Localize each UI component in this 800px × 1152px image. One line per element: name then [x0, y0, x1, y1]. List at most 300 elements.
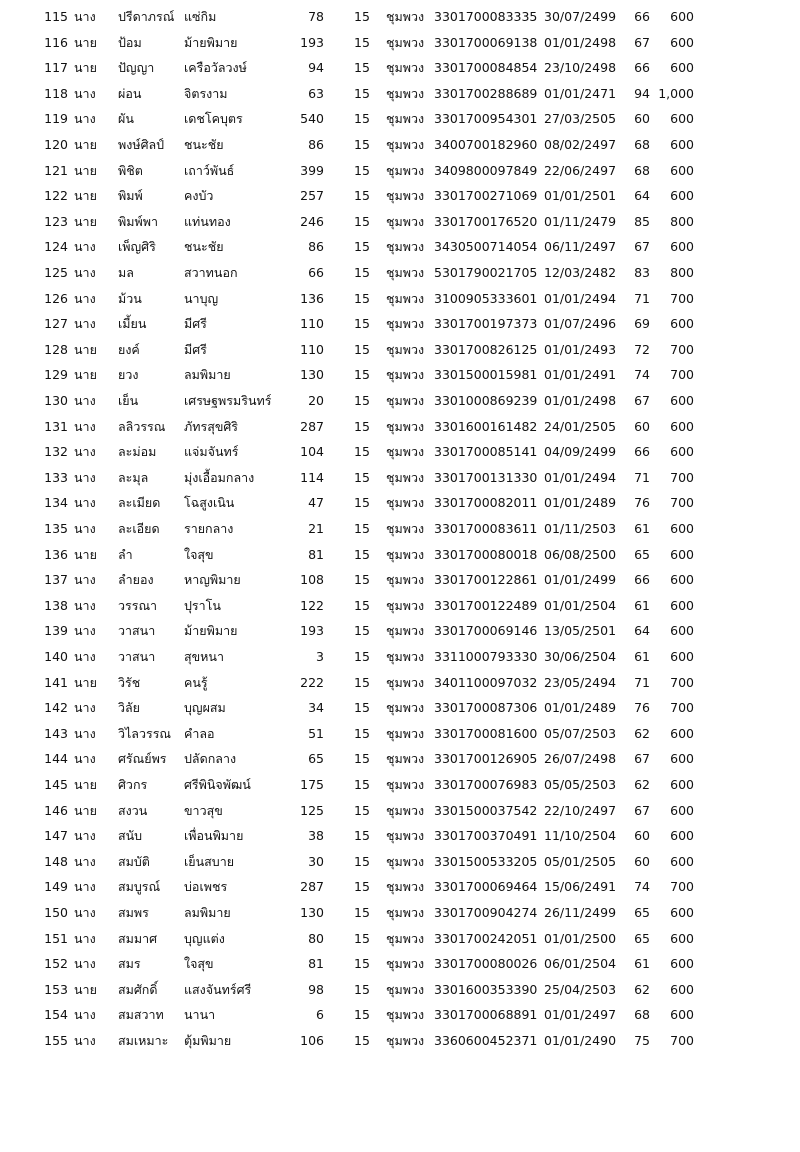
- village-name: ชุมพวง: [386, 137, 425, 152]
- table-row: [0, 287, 800, 313]
- allowance-amount: 600: [670, 751, 694, 767]
- allowance-amount: 600: [670, 444, 694, 460]
- house-number: 136: [300, 290, 324, 306]
- row-number: 146: [44, 802, 68, 818]
- name-title: นาง: [74, 853, 96, 869]
- allowance-amount: 600: [670, 905, 694, 920]
- row-number: 132: [44, 444, 68, 460]
- last-name: ตุ้มพิมาย: [184, 1033, 232, 1048]
- citizen-id: 3430500714054: [434, 239, 538, 255]
- village-number: 15: [354, 905, 370, 920]
- row-number: 129: [44, 367, 68, 383]
- birth-date: 04/09/2499: [544, 444, 617, 460]
- last-name: ชนะชัย: [184, 239, 224, 255]
- age: 60: [634, 828, 650, 844]
- last-name: สวาทนอก: [184, 265, 238, 280]
- age: 62: [634, 981, 650, 997]
- citizen-id: 3301700288689: [434, 85, 538, 101]
- name-title: นาง: [74, 623, 96, 639]
- allowance-amount: 600: [670, 777, 694, 792]
- last-name: แซ่กิม: [184, 9, 217, 24]
- village-name: ชุมพวง: [386, 34, 425, 50]
- first-name: สมบัติ: [118, 853, 150, 869]
- first-name: เพ็ญศิริ: [118, 239, 156, 255]
- row-number: 119: [44, 111, 68, 127]
- table-row: [0, 415, 800, 441]
- age: 94: [634, 85, 650, 101]
- row-number: 128: [44, 341, 68, 357]
- first-name: วรรณา: [118, 597, 158, 613]
- age: 71: [634, 674, 650, 690]
- citizen-id: 3360600452371: [434, 1033, 538, 1048]
- first-name: สมสวาท: [118, 1007, 164, 1023]
- birth-date: 23/05/2494: [544, 674, 617, 690]
- village-name: ชุมพวง: [386, 393, 425, 408]
- village-number: 15: [354, 572, 370, 588]
- row-number: 118: [44, 85, 68, 101]
- allowance-amount: 600: [670, 111, 694, 127]
- first-name: วิลัย: [118, 700, 141, 716]
- birth-date: 05/01/2505: [544, 853, 617, 869]
- row-number: 138: [44, 597, 68, 613]
- age: 65: [634, 930, 650, 946]
- citizen-id: 3301700068891: [434, 1007, 538, 1023]
- row-number: 152: [44, 956, 68, 972]
- first-name: ลลิวรรณ: [118, 418, 166, 434]
- village-number: 15: [354, 9, 370, 24]
- name-title: นาง: [74, 930, 96, 946]
- birth-date: 06/08/2500: [544, 546, 617, 562]
- first-name: ลำยอง: [118, 572, 154, 588]
- birth-date: 01/01/2471: [544, 85, 617, 101]
- row-number: 145: [44, 777, 68, 792]
- village-name: ชุมพวง: [386, 367, 425, 383]
- village-name: ชุมพวง: [386, 60, 425, 76]
- table-row: [0, 645, 800, 671]
- last-name: เถาว์พันธ์: [184, 162, 235, 178]
- name-title: นาง: [74, 418, 96, 434]
- name-title: นาง: [74, 879, 96, 895]
- table-row: [0, 671, 800, 697]
- house-number: 86: [308, 239, 324, 255]
- village-name: ชุมพวง: [386, 290, 425, 306]
- village-number: 15: [354, 85, 370, 101]
- citizen-id: 3301700082011: [434, 495, 538, 511]
- table-row: [0, 773, 800, 799]
- village-number: 15: [354, 802, 370, 818]
- age: 67: [634, 393, 650, 408]
- village-name: ชุมพวง: [386, 905, 425, 920]
- birth-date: 30/07/2499: [544, 9, 617, 24]
- allowance-amount: 600: [670, 162, 694, 178]
- citizen-id: 3301700084854: [434, 60, 538, 76]
- name-title: นาง: [74, 597, 96, 613]
- allowance-amount: 600: [670, 9, 694, 24]
- name-title: นาง: [74, 905, 96, 920]
- row-number: 121: [44, 162, 68, 178]
- house-number: 114: [300, 469, 324, 485]
- last-name: แท่นทอง: [184, 213, 231, 229]
- citizen-id: 3301500533205: [434, 853, 538, 869]
- age: 83: [634, 265, 650, 280]
- allowance-amount: 600: [670, 137, 694, 152]
- village-number: 15: [354, 316, 370, 332]
- table-row: [0, 261, 800, 287]
- allowance-amount: 600: [670, 60, 694, 76]
- village-number: 15: [354, 444, 370, 460]
- citizen-id: 3301700954301: [434, 111, 538, 127]
- last-name: นาบุญ: [184, 290, 219, 306]
- village-number: 15: [354, 213, 370, 229]
- citizen-id: 3301700076983: [434, 777, 538, 792]
- first-name: สมเหมาะ: [118, 1033, 169, 1048]
- allowance-amount: 600: [670, 597, 694, 613]
- village-number: 15: [354, 469, 370, 485]
- last-name: ม้ายพิมาย: [184, 34, 238, 50]
- name-title: นาง: [74, 444, 96, 460]
- last-name: หาญพิมาย: [184, 572, 241, 588]
- row-number: 142: [44, 700, 68, 716]
- village-number: 15: [354, 853, 370, 869]
- allowance-amount: 600: [670, 725, 694, 741]
- house-number: 38: [308, 828, 324, 844]
- birth-date: 27/03/2505: [544, 111, 617, 127]
- first-name: ปัญญา: [118, 60, 155, 76]
- first-name: ปรีดาภรณ์: [118, 9, 175, 24]
- birth-date: 01/11/2503: [544, 521, 617, 536]
- birth-date: 01/01/2494: [544, 469, 617, 485]
- village-name: ชุมพวง: [386, 777, 425, 792]
- house-number: 34: [308, 700, 324, 716]
- house-number: 399: [300, 162, 324, 178]
- birth-date: 01/01/2500: [544, 930, 617, 946]
- village-number: 15: [354, 60, 370, 76]
- row-number: 120: [44, 137, 68, 152]
- name-title: นาง: [74, 572, 96, 588]
- last-name: มีศรี: [184, 316, 207, 332]
- village-name: ชุมพวง: [386, 418, 425, 434]
- village-name: ชุมพวง: [386, 85, 425, 101]
- birth-date: 26/07/2498: [544, 751, 617, 767]
- village-number: 15: [354, 828, 370, 844]
- row-number: 150: [44, 905, 68, 920]
- allowance-amount: 700: [670, 341, 694, 357]
- village-number: 15: [354, 418, 370, 434]
- last-name: คนรู้: [184, 674, 208, 690]
- table-row: [0, 517, 800, 543]
- village-name: ชุมพวง: [386, 649, 425, 664]
- house-number: 257: [300, 188, 324, 204]
- village-number: 15: [354, 162, 370, 178]
- table-row: [0, 799, 800, 825]
- allowance-amount: 700: [670, 879, 694, 895]
- row-number: 123: [44, 213, 68, 229]
- house-number: 130: [300, 367, 324, 383]
- citizen-id: 3301700069464: [434, 879, 538, 895]
- village-name: ชุมพวง: [386, 725, 425, 741]
- village-name: ชุมพวง: [386, 9, 425, 24]
- allowance-amount: 800: [670, 265, 694, 280]
- age: 61: [634, 597, 650, 613]
- citizen-id: 3311000793330: [434, 649, 538, 664]
- last-name: ชนะชัย: [184, 137, 224, 152]
- citizen-id: 3301700826125: [434, 341, 538, 357]
- first-name: วาสนา: [118, 623, 156, 639]
- age: 76: [634, 495, 650, 511]
- house-number: 94: [308, 60, 324, 76]
- first-name: ลำ: [118, 546, 133, 562]
- table-row: [0, 338, 800, 364]
- citizen-id: 3400700182960: [434, 137, 538, 152]
- row-number: 134: [44, 495, 68, 511]
- birth-date: 01/01/2491: [544, 367, 617, 383]
- age: 71: [634, 290, 650, 306]
- allowance-amount: 600: [670, 828, 694, 844]
- birth-date: 01/01/2493: [544, 341, 617, 357]
- birth-date: 01/01/2490: [544, 1033, 617, 1048]
- village-name: ชุมพวง: [386, 188, 425, 204]
- age: 65: [634, 546, 650, 562]
- table-row: [0, 747, 800, 773]
- allowance-amount: 600: [670, 649, 694, 664]
- table-row: [0, 927, 800, 953]
- house-number: 104: [300, 444, 324, 460]
- birth-date: 01/01/2489: [544, 495, 617, 511]
- allowance-amount: 600: [670, 572, 694, 588]
- age: 68: [634, 162, 650, 178]
- village-name: ชุมพวง: [386, 853, 425, 869]
- village-name: ชุมพวง: [386, 597, 425, 613]
- last-name: มีศรี: [184, 341, 207, 357]
- first-name: สมศักดิ์: [118, 981, 158, 997]
- birth-date: 01/01/2504: [544, 597, 617, 613]
- birth-date: 30/06/2504: [544, 649, 617, 664]
- citizen-id: 3301700069138: [434, 34, 538, 50]
- allowance-amount: 1,000: [658, 85, 694, 101]
- table-row: [0, 1003, 800, 1029]
- table-row: [0, 1029, 800, 1055]
- first-name: มล: [118, 265, 134, 280]
- table-row: [0, 107, 800, 133]
- birth-date: 24/01/2505: [544, 418, 617, 434]
- first-name: วาสนา: [118, 649, 156, 664]
- age: 66: [634, 9, 650, 24]
- row-number: 116: [44, 34, 68, 50]
- house-number: 222: [300, 674, 324, 690]
- row-number: 126: [44, 290, 68, 306]
- village-number: 15: [354, 597, 370, 613]
- row-number: 139: [44, 623, 68, 639]
- birth-date: 01/01/2498: [544, 34, 617, 50]
- village-number: 15: [354, 290, 370, 306]
- name-title: นาง: [74, 85, 96, 101]
- last-name: บุญแต่ง: [184, 930, 225, 946]
- last-name: ลมพิมาย: [184, 367, 231, 383]
- last-name: ลมพิมาย: [184, 905, 231, 920]
- first-name: สมมาศ: [118, 930, 158, 946]
- village-number: 15: [354, 930, 370, 946]
- village-name: ชุมพวง: [386, 316, 425, 332]
- row-number: 147: [44, 828, 68, 844]
- last-name: โฉสูงเนิน: [184, 495, 235, 511]
- name-title: นาง: [74, 751, 96, 767]
- house-number: 66: [308, 265, 324, 280]
- row-number: 155: [44, 1033, 68, 1048]
- first-name: พิมพ์พา: [118, 213, 158, 229]
- name-title: นาย: [74, 341, 97, 357]
- row-number: 137: [44, 572, 68, 588]
- first-name: ยงค์: [118, 341, 140, 357]
- name-title: นาง: [74, 290, 96, 306]
- first-name: ผ่อน: [118, 85, 142, 101]
- allowance-amount: 700: [670, 495, 694, 511]
- row-number: 125: [44, 265, 68, 280]
- first-name: พิมพ์: [118, 188, 143, 204]
- citizen-id: 3301700271069: [434, 188, 538, 204]
- allowance-amount: 700: [670, 1033, 694, 1048]
- first-name: ผัน: [118, 111, 134, 127]
- citizen-id: 5301790021705: [434, 265, 538, 280]
- citizen-id: 3409800097849: [434, 162, 538, 178]
- village-name: ชุมพวง: [386, 265, 425, 280]
- name-title: นาย: [74, 188, 97, 204]
- last-name: จิตรงาม: [184, 85, 228, 101]
- name-title: นาง: [74, 828, 96, 844]
- age: 71: [634, 469, 650, 485]
- first-name: ละเมียด: [118, 495, 161, 511]
- house-number: 108: [300, 572, 324, 588]
- citizen-id: 3301700083611: [434, 521, 538, 536]
- citizen-id: 3301700904274: [434, 905, 538, 920]
- village-number: 15: [354, 981, 370, 997]
- allowance-amount: 700: [670, 700, 694, 716]
- first-name: ละมุล: [118, 469, 149, 485]
- table-row: [0, 491, 800, 517]
- first-name: เย็น: [118, 393, 139, 408]
- table-row: [0, 56, 800, 82]
- name-title: นาง: [74, 700, 96, 716]
- table-row: [0, 440, 800, 466]
- age: 85: [634, 213, 650, 229]
- table-row: [0, 159, 800, 185]
- house-number: 193: [300, 34, 324, 50]
- first-name: พงษ์ศิลป์: [118, 137, 165, 152]
- birth-date: 13/05/2501: [544, 623, 617, 639]
- row-number: 144: [44, 751, 68, 767]
- row-number: 143: [44, 725, 68, 741]
- village-number: 15: [354, 623, 370, 639]
- age: 67: [634, 751, 650, 767]
- birth-date: 01/01/2498: [544, 393, 617, 408]
- village-name: ชุมพวง: [386, 1007, 425, 1023]
- village-name: ชุมพวง: [386, 956, 425, 972]
- citizen-id: 3301700087306: [434, 700, 538, 716]
- allowance-amount: 700: [670, 290, 694, 306]
- village-number: 15: [354, 341, 370, 357]
- name-title: นาง: [74, 1007, 96, 1023]
- village-name: ชุมพวง: [386, 879, 425, 895]
- citizen-id: 3301700122861: [434, 572, 538, 588]
- row-number: 135: [44, 521, 68, 536]
- house-number: 122: [300, 597, 324, 613]
- last-name: บุญผสม: [184, 700, 226, 716]
- row-number: 130: [44, 393, 68, 408]
- row-number: 127: [44, 316, 68, 332]
- row-number: 153: [44, 981, 68, 997]
- house-number: 20: [308, 393, 324, 408]
- citizen-id: 3301600161482: [434, 418, 538, 434]
- village-number: 15: [354, 1033, 370, 1048]
- house-number: 80: [308, 930, 324, 946]
- name-title: นาง: [74, 111, 96, 127]
- table-row: [0, 875, 800, 901]
- allowance-amount: 600: [670, 393, 694, 408]
- last-name: แสงจันทร์ศรี: [184, 981, 252, 997]
- last-name: มุ่งเอื้อมกลาง: [184, 469, 255, 485]
- village-number: 15: [354, 777, 370, 792]
- allowance-amount: 600: [670, 521, 694, 536]
- birth-date: 06/11/2497: [544, 239, 617, 255]
- name-title: นาย: [74, 213, 97, 229]
- age: 69: [634, 316, 650, 332]
- table-row: [0, 389, 800, 415]
- birth-date: 01/01/2499: [544, 572, 617, 588]
- age: 67: [634, 34, 650, 50]
- village-number: 15: [354, 265, 370, 280]
- table-row: [0, 696, 800, 722]
- name-title: นาง: [74, 956, 96, 972]
- citizen-id: 3301700242051: [434, 930, 538, 946]
- birth-date: 22/06/2497: [544, 162, 617, 178]
- last-name: ปุราโน: [184, 597, 221, 613]
- house-number: 193: [300, 623, 324, 639]
- row-number: 149: [44, 879, 68, 895]
- house-number: 21: [308, 521, 324, 536]
- age: 61: [634, 649, 650, 664]
- last-name: ภัทรสุขศิริ: [184, 418, 239, 434]
- name-title: นาย: [74, 981, 97, 997]
- last-name: ขาวสุข: [184, 802, 223, 818]
- first-name: วิรัช: [118, 674, 141, 690]
- allowance-amount: 600: [670, 239, 694, 255]
- last-name: เศรษฐพรมรินทร์: [184, 393, 272, 408]
- last-name: คำลอ: [184, 725, 215, 741]
- age: 61: [634, 956, 650, 972]
- first-name: ละม่อม: [118, 444, 157, 460]
- row-number: 122: [44, 188, 68, 204]
- citizen-id: 3301700080026: [434, 956, 538, 972]
- house-number: 175: [300, 777, 324, 792]
- age: 62: [634, 725, 650, 741]
- birth-date: 22/10/2497: [544, 802, 617, 818]
- village-number: 15: [354, 674, 370, 690]
- house-number: 81: [308, 546, 324, 562]
- village-number: 15: [354, 393, 370, 408]
- birth-date: 23/10/2498: [544, 60, 617, 76]
- village-number: 15: [354, 956, 370, 972]
- last-name: ใจสุข: [184, 956, 214, 972]
- village-name: ชุมพวง: [386, 828, 425, 844]
- first-name: สมพร: [118, 905, 149, 920]
- citizen-id: 3301700069146: [434, 623, 538, 639]
- allowance-amount: 600: [670, 1007, 694, 1023]
- allowance-amount: 600: [670, 316, 694, 332]
- age: 75: [634, 1033, 650, 1048]
- citizen-id: 3301700122489: [434, 597, 538, 613]
- first-name: ป้อม: [118, 34, 142, 50]
- village-name: ชุมพวง: [386, 981, 425, 997]
- last-name: เครือวัลวงษ์: [184, 60, 247, 76]
